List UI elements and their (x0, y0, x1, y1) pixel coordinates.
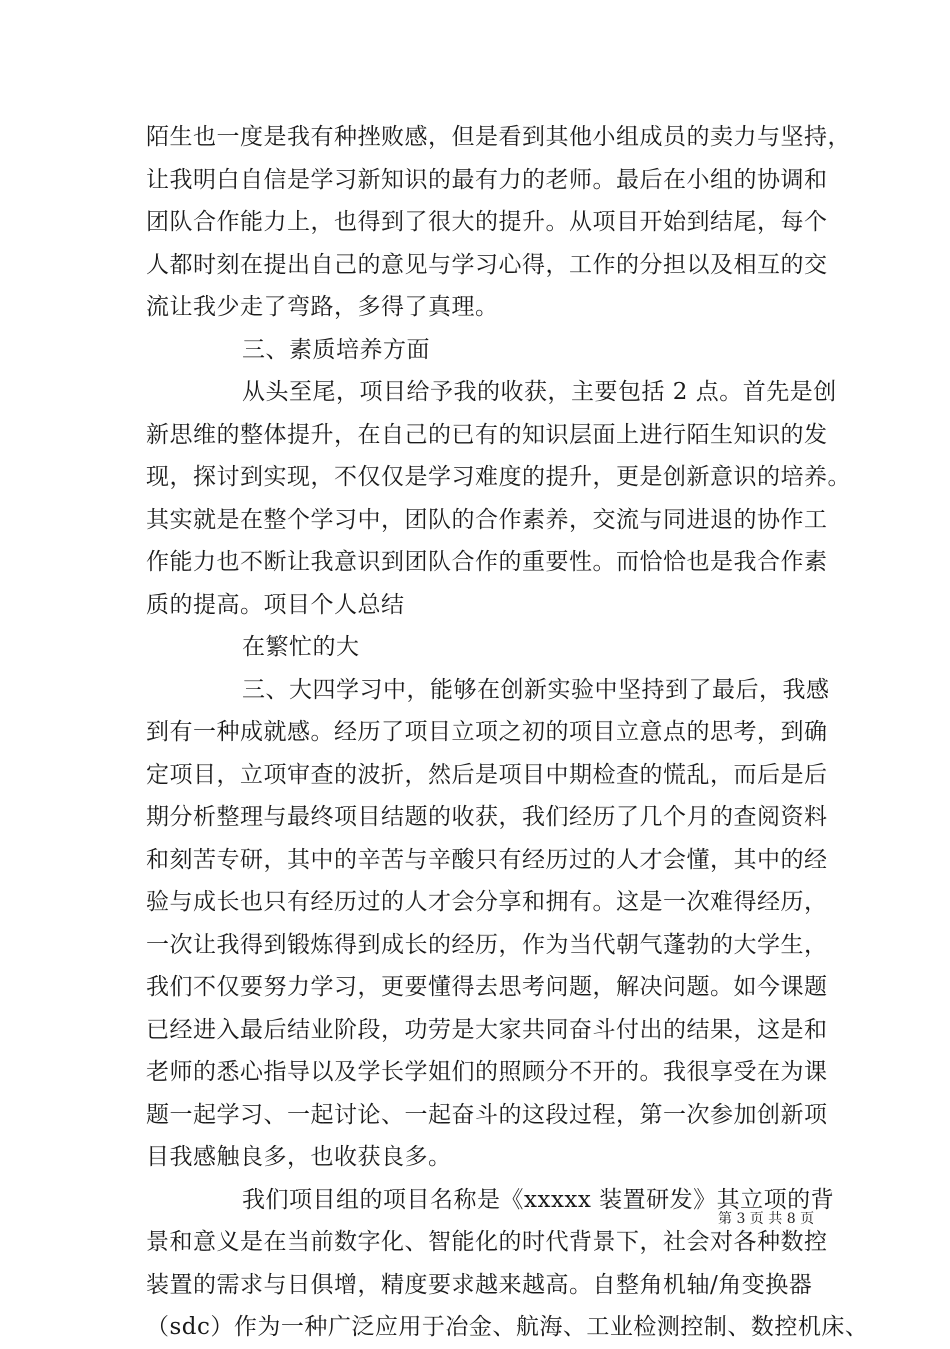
text-line: 人都时刻在提出自己的意见与学习心得，工作的分担以及相互的交 (146, 251, 828, 278)
text-line: 我们不仅要努力学习，更要懂得去思考问题，解决问题。如今课题 (146, 974, 828, 1000)
text-line: 在繁忙的大 (242, 634, 360, 660)
text-line: 景和意义是在当前数字化、智能化的时代背景下，社会对各种数控 (146, 1229, 828, 1255)
text-line: 目我感触良多，也收获良多。 (146, 1144, 452, 1170)
text-line: 其实就是在整个学习中，团队的合作素养，交流与同进退的协作工 (146, 506, 828, 533)
text-line: 从头至尾，项目给予我的收获，主要包括 2 点。首先是创 (242, 379, 837, 405)
text-line: 流让我少走了弯路，多得了真理。 (146, 294, 499, 320)
text-line: 到有一种成就感。经历了项目立项之初的项目立意点的思考，到确 (146, 719, 828, 745)
body-text (146, 116, 869, 1349)
text-line: 和刻苦专研，其中的辛苦与辛酸只有经历过的人才会懂，其中的经 (146, 846, 828, 873)
text-line: 作能力也不断让我意识到团队合作的重要性。而恰恰也是我合作素 (146, 549, 828, 575)
text-line: 验与成长也只有经历过的人才会分享和拥有。这是一次难得经历， (146, 889, 828, 915)
text-line: 题一起学习、一起讨论、一起奋斗的这段过程，第一次参加创新项 (146, 1101, 828, 1128)
text-line: 陌生也一度是我有种挫败感，但是看到其他小组成员的卖力与坚持， (146, 124, 851, 150)
text-line: 让我明白自信是学习新知识的最有力的老师。最后在小组的协调和 (146, 166, 828, 193)
text-line: 三、大四学习中，能够在创新实验中坚持到了最后，我感 (242, 676, 830, 703)
text-line: 定项目，立项审查的波折，然后是项目中期检查的慌乱，而后是后 (146, 761, 828, 788)
page-number-footer: 第 3 页 共 8 页 (718, 1211, 815, 1227)
text-line: 已经进入最后结业阶段，功劳是大家共同奋斗付出的结果，这是和 (146, 1016, 828, 1043)
text-line: 我们项目组的项目名称是《xxxxx 装置研发》其立项的背 (242, 1186, 835, 1213)
text-line: 现，探讨到实现，不仅仅是学习难度的提升，更是创新意识的培养。 (146, 464, 851, 490)
text-line: 新思维的整体提升，在自己的已有的知识层面上进行陌生知识的发 (146, 421, 828, 448)
text-line: 一次让我得到锻炼得到成长的经历，作为当代朝气蓬勃的大学生， (146, 931, 828, 958)
text-line: （sdc）作为一种广泛应用于冶金、航海、工业检测控制、数控机床、 (146, 1314, 869, 1340)
text-line: 团队合作能力上，也得到了很大的提升。从项目开始到结尾，每个 (146, 209, 828, 235)
text-line: 期分析整理与最终项目结题的收获，我们经历了几个月的查阅资料 (146, 804, 828, 830)
text-line: 老师的悉心指导以及学长学姐们的照顾分不开的。我很享受在为课 (146, 1059, 828, 1085)
text-line: 装置的需求与日俱增，精度要求越来越高。自整角机轴/角变换器 (146, 1271, 813, 1298)
section-heading: 三、素质培养方面 (242, 336, 430, 363)
text-line: 质的提高。项目个人总结 (146, 591, 405, 618)
